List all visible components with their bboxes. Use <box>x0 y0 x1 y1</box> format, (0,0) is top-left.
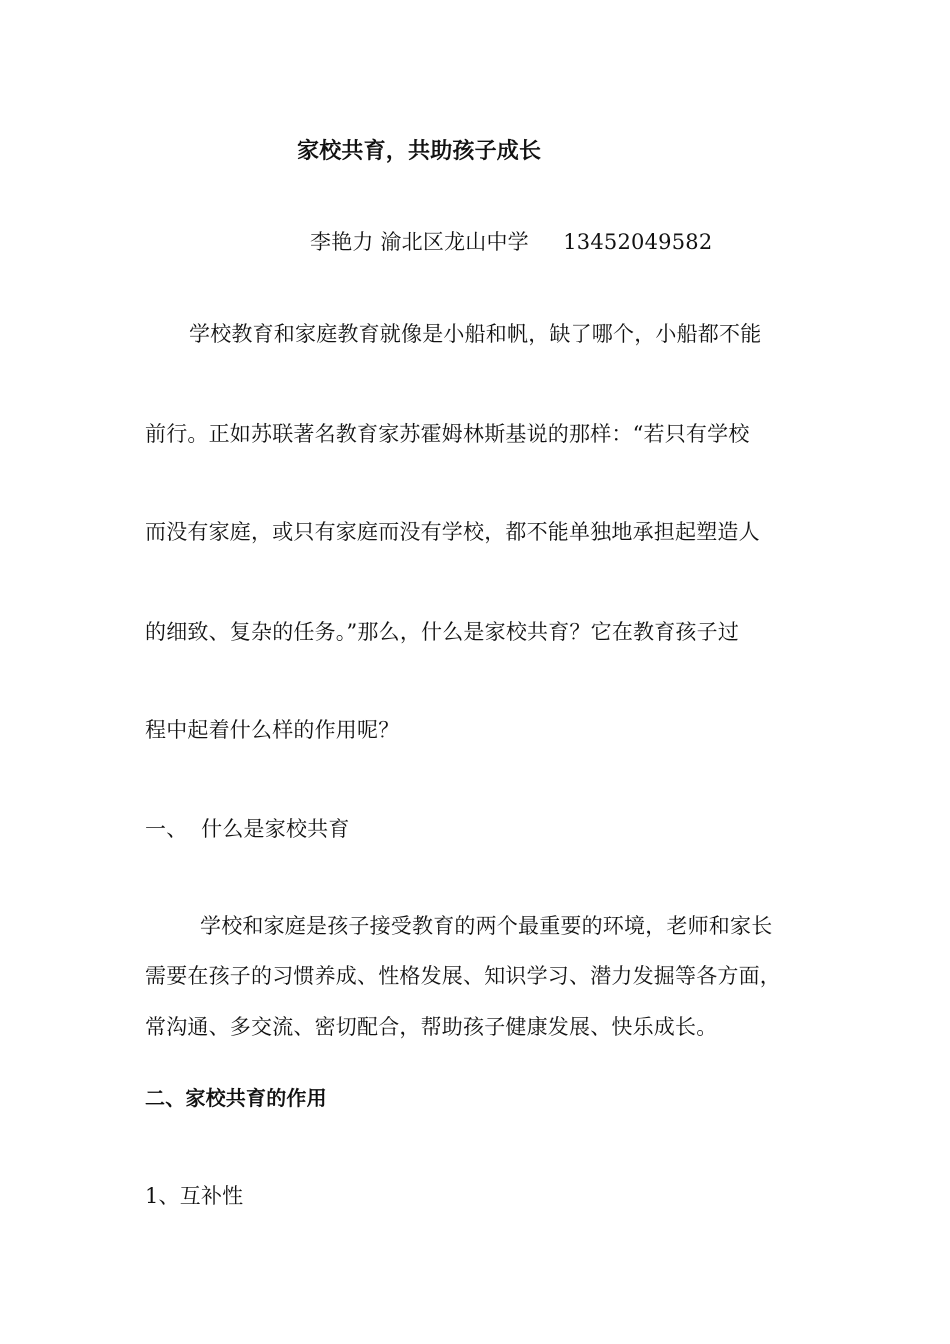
document-title: 家校共育，共助孩子成长 <box>297 139 542 164</box>
section-1-line-2: 需要在孩子的习惯养成、性格发展、知识学习、潜力发掘等各方面， <box>145 964 781 988</box>
section-1-line-1: 学校和家庭是孩子接受教育的两个最重要的环境，老师和家长 <box>200 914 773 938</box>
section-1-heading: 一、 什么是家校共育 <box>145 817 350 841</box>
author-line: 李艳力 渝北区龙山中学 13452049582 <box>310 230 713 254</box>
intro-line-1: 学校教育和家庭教育就像是小船和帆，缺了哪个，小船都不能 <box>189 322 762 346</box>
intro-line-3: 而没有家庭，或只有家庭而没有学校，都不能单独地承担起塑造人 <box>145 520 760 544</box>
section-1-line-3: 常沟通、多交流、密切配合，帮助孩子健康发展、快乐成长。 <box>145 1015 718 1039</box>
intro-line-5: 程中起着什么样的作用呢？ <box>145 718 400 742</box>
intro-line-2: 前行。正如苏联著名教育家苏霍姆林斯基说的那样：“若只有学校 <box>145 422 750 446</box>
section-2-heading: 二、家校共育的作用 <box>145 1086 327 1110</box>
subsection-1-heading: 1、互补性 <box>145 1184 244 1208</box>
intro-line-4: 的细致、复杂的任务。”那么，什么是家校共育？它在教育孩子过 <box>145 620 740 644</box>
